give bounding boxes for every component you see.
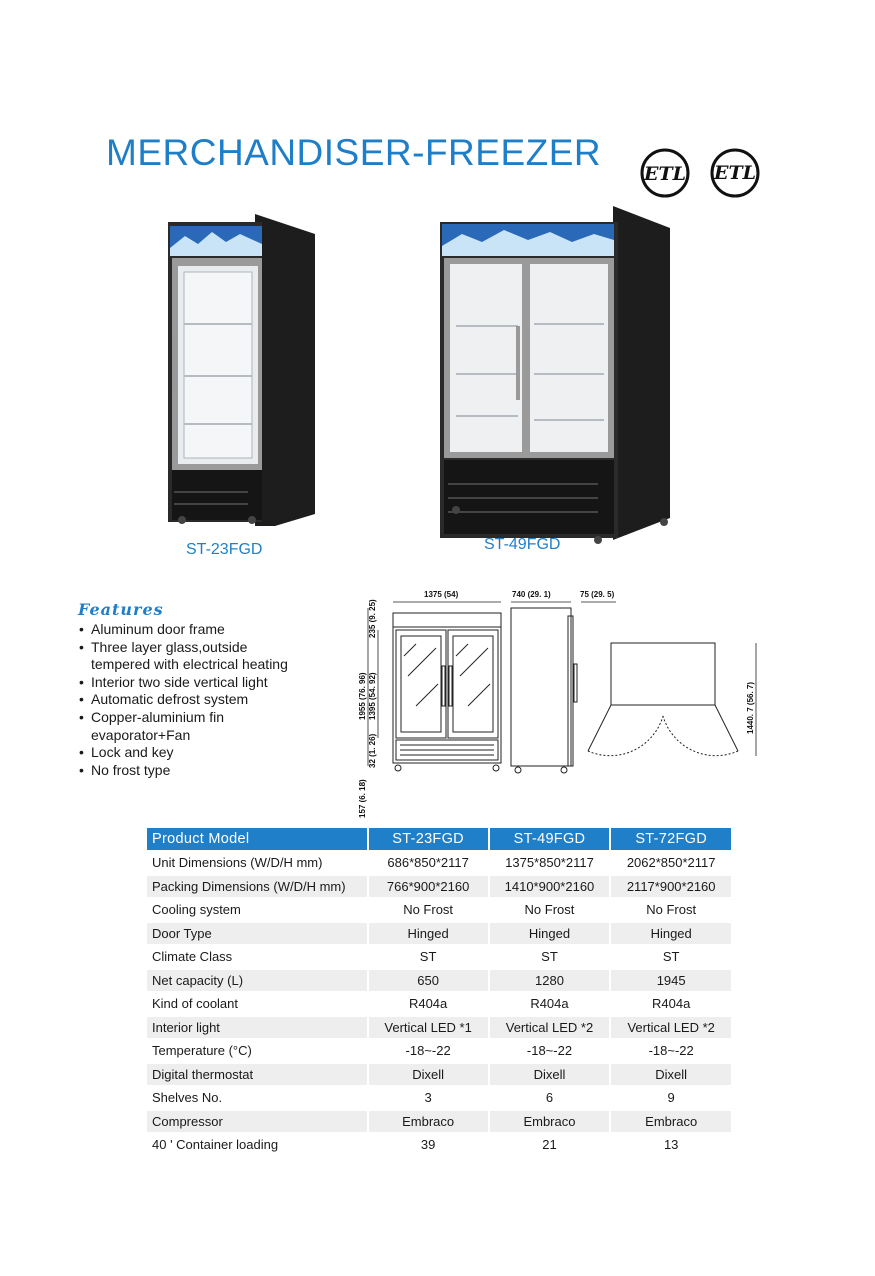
product-caption-2: ST-49FGD [484,536,561,553]
value-cell: -18~-22 [369,1040,488,1062]
dim-height-kick: 32 (1. 26) [368,733,377,768]
single-door-freezer-photo [160,214,320,526]
feature-item: • Interior two side vertical light [78,674,368,692]
feature-item: • Copper-aluminium fin [78,709,368,727]
value-cell: 1945 [611,970,731,992]
table-row [147,876,731,898]
row-label-cell: Climate Class [147,946,367,968]
table-row [147,1017,731,1039]
value-cell: Vertical LED *2 [611,1017,731,1039]
dimension-drawing [356,586,776,822]
dim-depth: 740 (29. 1) [512,590,551,599]
table-row [147,970,731,992]
table-row [147,1087,731,1109]
column-header: ST-23FGD [369,828,488,850]
double-door-freezer-photo [438,206,678,546]
spec-table [145,826,733,1158]
row-label-cell: Interior light [147,1017,367,1039]
svg-text:ETL: ETL [714,162,756,184]
value-cell: Dixell [490,1064,610,1086]
side-view [511,608,577,773]
column-header: ST-49FGD [490,828,610,850]
row-label-cell: Shelves No. [147,1087,367,1109]
value-cell: Hinged [369,923,488,945]
value-cell: Hinged [611,923,731,945]
value-cell: 39 [369,1134,488,1156]
dim-height-door: 1395 (54. 92) [368,672,377,720]
dim-width-front: 1375 (54) [424,590,459,599]
dim-height-total: 1955 (76. 96) [358,672,367,720]
value-cell: 1410*900*2160 [490,876,610,898]
page-title: MERCHANDISER-FREEZER [106,132,602,173]
row-label-cell: Temperature (°C) [147,1040,367,1062]
row-label-cell: Compressor [147,1111,367,1133]
value-cell: No Frost [611,899,731,921]
row-label-cell: Kind of coolant [147,993,367,1015]
value-cell: Embraco [490,1111,610,1133]
value-cell: 13 [611,1134,731,1156]
value-cell: Hinged [490,923,610,945]
value-cell: No Frost [369,899,488,921]
table-row [147,1134,731,1156]
features-heading: Features [78,600,164,619]
etl-listed-mark [640,148,690,198]
etl-sanitation-mark [710,148,760,198]
column-header: Product Model [147,828,367,850]
features-list [78,621,368,779]
table-row [147,993,731,1015]
value-cell: ST [490,946,610,968]
row-label-cell: Unit Dimensions (W/D/H mm) [147,852,367,874]
value-cell: 21 [490,1134,610,1156]
value-cell: -18~-22 [490,1040,610,1062]
table-row [147,946,731,968]
table-row [147,1111,731,1133]
value-cell: Dixell [611,1064,731,1086]
value-cell: Vertical LED *2 [490,1017,610,1039]
row-label-cell: Door Type [147,923,367,945]
table-row [147,1064,731,1086]
feature-item: • No frost type [78,762,368,780]
feature-item: • Automatic defrost system [78,691,368,709]
value-cell: 650 [369,970,488,992]
value-cell: 9 [611,1087,731,1109]
row-label-cell: Net capacity (L) [147,970,367,992]
value-cell: 2117*900*2160 [611,876,731,898]
value-cell: R404a [490,993,610,1015]
value-cell: R404a [611,993,731,1015]
value-cell: Dixell [369,1064,488,1086]
dim-height-base: 157 (6. 18) [358,779,367,818]
table-row [147,852,731,874]
row-label-cell: Digital thermostat [147,1064,367,1086]
row-label-cell: Cooling system [147,899,367,921]
dim-handle: 75 (29. 5) [580,590,615,599]
spec-table-header-row [147,828,731,850]
svg-text:ETL: ETL [644,163,686,185]
value-cell: ST [611,946,731,968]
feature-item: • Aluminum door frame [78,621,368,639]
table-row [147,1040,731,1062]
value-cell: 686*850*2117 [369,852,488,874]
dim-door-swing: 1440. 7 (56. 7) [746,681,755,734]
value-cell: -18~-22 [611,1040,731,1062]
value-cell: 3 [369,1087,488,1109]
front-view [393,613,501,771]
value-cell: Vertical LED *1 [369,1017,488,1039]
table-row [147,923,731,945]
feature-item-continuation: evaporator+Fan [91,726,191,743]
value-cell: Embraco [611,1111,731,1133]
value-cell: No Frost [490,899,610,921]
value-cell: Embraco [369,1111,488,1133]
value-cell: 2062*850*2117 [611,852,731,874]
feature-item-continuation: tempered with electrical heating [91,656,288,673]
dim-height-top: 235 (9. 25) [368,599,377,638]
value-cell: ST [369,946,488,968]
features-section [78,600,368,779]
row-label-cell: Packing Dimensions (W/D/H mm) [147,876,367,898]
table-row [147,899,731,921]
feature-item: • Lock and key [78,744,368,762]
value-cell: 1280 [490,970,610,992]
row-label-cell: 40 ' Container loading [147,1134,367,1156]
value-cell: 1375*850*2117 [490,852,610,874]
top-view [588,643,738,756]
value-cell: R404a [369,993,488,1015]
column-header: ST-72FGD [611,828,731,850]
product-caption-1: ST-23FGD [186,541,263,558]
feature-item: • Three layer glass,outside [78,639,368,657]
value-cell: 766*900*2160 [369,876,488,898]
value-cell: 6 [490,1087,610,1109]
